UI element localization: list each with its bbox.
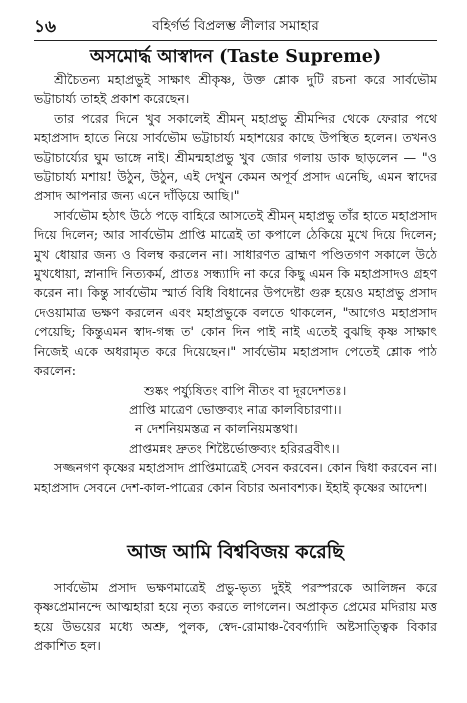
paragraph: সার্বভৌম হঠাৎ উঠে পড়ে বাহিরে আসতেই শ্রীমন্ মহাপ্রভু তাঁর হাতে মহাপ্রসাদ দিয়ে দিলেন; আর সার্বভৌম প্রাপ্তি মাত্রেই তা কপালে ঠেকিয়ে মুখে দিয়ে দিলেন; মুখ ধোয়ার জন্য ও বিলম্ব করলেন না। সাধারণত ব্রাহ্মণ পণ্ডিতগণ সকালে উঠে মুখধোয়া, স্নানাদি নিত্যকর্ম, প্রাতঃ সন্ধ্যাদি না করে কিছু এমন কি মহাপ্রসাদও গ্রহণ করেন না। কিন্তু সার্বভৌম স্মার্ত বিধি বিধানের উপদেষ্টা গুরু হয়েও মহাপ্রভু প্রসাদ দেওয়ামাত্র ভক্ষণ করলেন এবং মহাপ্রভুকে বলতে থাকলেন, "আগেও মহাপ্রসাদ পেয়েছি; কিন্তুএমন স্বাদ-গন্ধ ত' কোন দিন পাই নাই এতেই বুঝছি কৃষ্ণ সাক্ষাৎ নিজেই একে অধরামৃত করে দিয়েছেন।" সার্বভৌম মহাপ্রসাদ পেতেই শ্লোক পাঠ করলেন: xyxy=(34,207,437,379)
heading-english: (Taste Supreme) xyxy=(219,47,382,67)
page-number: ১৬ xyxy=(34,17,57,37)
paragraph: তার পরের দিনে খুব সকালেই শ্রীমন্ মহাপ্রভু শ্রীমন্দির থেকে ফেরার পথে মহাপ্রসাদ হাতে নিয়ে সার্বভৌম ভট্টাচার্য্য মহাশয়ের কাছে উপস্থিত হলেন। তখনও ভট্টাচার্য্যের ঘুম ভাঙ্গে নাই। শ্রীমন্মহাপ্রভু খুব জোর গলায় ডাক ছাড়লেন — "ও ভট্টাচার্য্য মশায়! উঠুন, উঠুন, এই দেখুন কেমন অপূর্ব প্রসাদ এনেছি, এমন স্বাদের প্রসাদ আপনার জন্য এনে দাঁড়িয়ে আছি।" xyxy=(34,110,437,204)
section-heading-taste-supreme xyxy=(34,44,437,73)
section-heading-world-conquest: আজ আমি বিশ্ববিজয় করেছি xyxy=(127,541,344,563)
verse-line: প্রাপ্তি মাত্রেণ ভোক্তব্যং নাত্র কালবিচারণা।। xyxy=(129,401,342,417)
verse-line: প্রাপ্তমন্নং দ্রুতং শিষ্টৈর্ভোক্তব্যং হরিরব্রবীৎ।। xyxy=(129,440,340,456)
section-body-taste-supreme xyxy=(34,70,437,497)
paragraph: শ্রীচৈতন্য মহাপ্রভুই সাক্ষাৎ শ্রীকৃষ্ণ, উক্ত শ্লোক দুটি রচনা করে সার্বভৌম ভট্টাচার্য্য তাহই প্রকাশ করেছেন। xyxy=(34,72,437,107)
heading-bengali: অসমোর্দ্ধ আস্বাদন xyxy=(89,47,214,67)
paragraph: সজ্জনগণ কৃষ্ণের মহাপ্রসাদ প্রাপ্তিমাত্রেই সেবন করবেন। কোন দ্বিধা করবেন না। মহাপ্রসাদ সেবনে দেশ-কাল-পাত্রের কোন বিচার অনাবশ্যক। ইহাই কৃষ্ণের আদেশ। xyxy=(34,460,437,495)
section-body-world-conquest xyxy=(34,578,437,656)
header-rule xyxy=(34,40,437,41)
verse-line: শুষ্কং পর্য্যুষিতং বাপি নীতং বা দূরদেশতঃ। xyxy=(144,382,347,398)
verse-line: ন দেশনিয়মস্তত্র ন কালনিয়মস্তথা। xyxy=(135,421,298,437)
page-header xyxy=(34,14,437,38)
paragraph: সার্বভৌম প্রসাদ ভক্ষণমাত্রেই প্রভু-ভৃত্য দুইই পরস্পরকে আলিঙ্গন করে কৃষ্ণপ্রেমানন্দে আত্মহারা হয়ে নৃত্য করতে লাগলেন। অপ্রাকৃত প্রেমের মদিরায় মত্ত হয়ে উভয়ের মধ্যে অশ্রু, পুলক, স্বেদ-রোমাঞ্চ-বৈবর্ণ্যাদি অষ্টসাত্ত্বিক বিকার প্রকাশিত হল। xyxy=(34,580,437,654)
running-title: বহিৰ্গৰ্ভ বিপ্ৰলম্ভ লীলার সমাহার xyxy=(152,18,319,34)
